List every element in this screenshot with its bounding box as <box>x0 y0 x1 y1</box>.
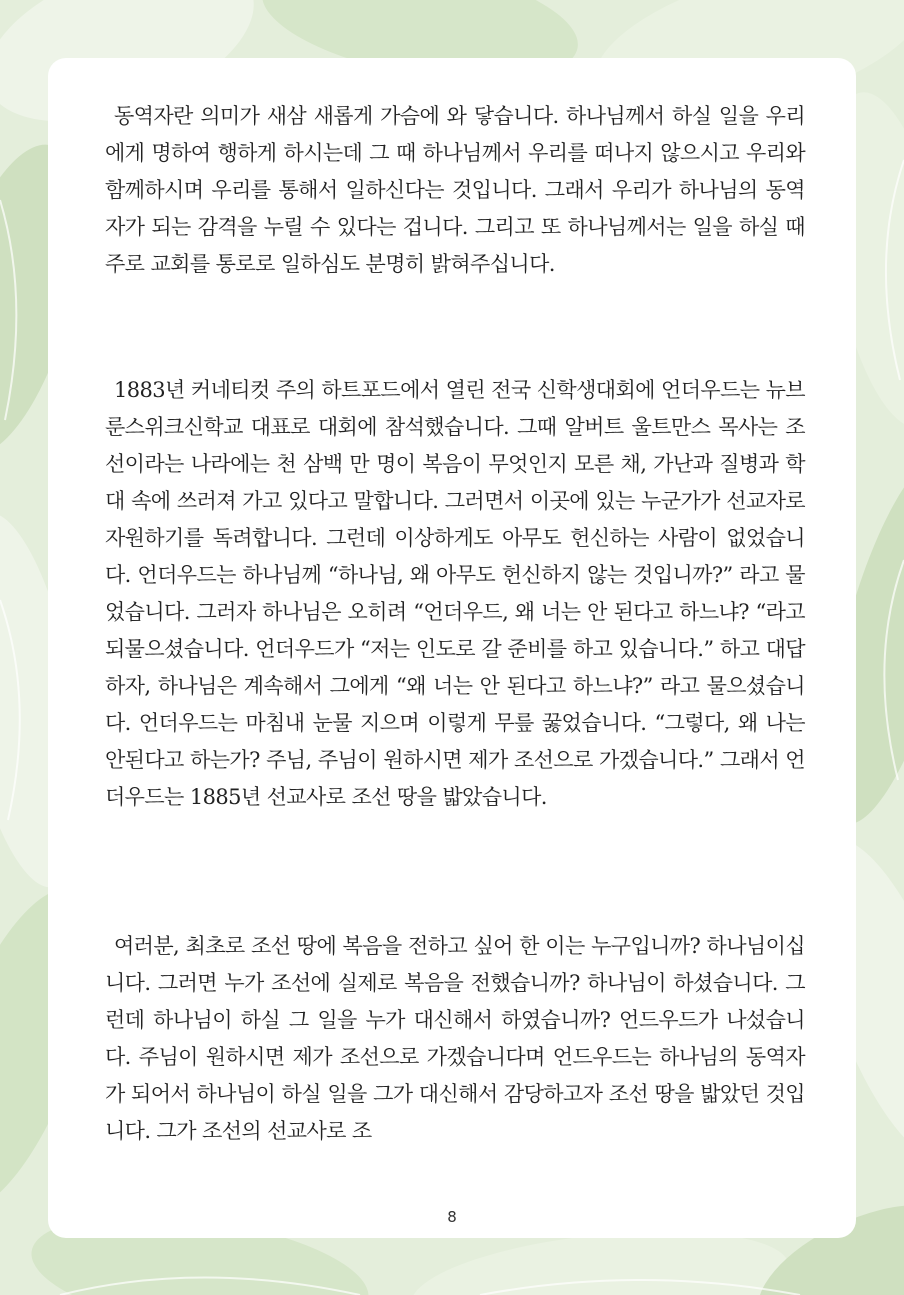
page-number: 8 <box>447 1208 457 1226</box>
paragraph-3: 여러분, 최초로 조선 땅에 복음을 전하고 싶어 한 이는 누구입니까? 하나님이십니다. 그러면 누가 조선에 실제로 복음을 전했습니까? 하나님이 하셨습니다. 그런데 하나님이 하실 그 일을 누가 대신해서 하였습니까? 언드우드가 나섰습니다. 주님이 원하시면 제가 조선으로 가겠습니다며 언드우드는 하나님의 동역자가 되어서 하나님이 하실 일을 그가 대신해서 감당하고자 조선 땅을 밟았던 것입니다. 그가 조선의 선교사로 조 <box>105 934 805 1143</box>
paragraph-2: 1883년 커네티컷 주의 하트포드에서 열린 전국 신학생대회에 언더우드는 뉴브룬스위크신학교 대표로 대회에 참석했습니다. 그때 알버트 울트만스 목사는 조선이라는 나라에는 천 삼백 만 명이 복음이 무엇인지 모른 채, 가난과 질병과 학대 속에 쓰러져 가고 있다고 말합니다. 그러면서 이곳에 있는 누군가가 선교자로 자원하기를 독려합니다. 그런데 이상하게도 아무도 헌신하는 사람이 없었습니다. 언더우드는 하나님께 “하나님, 왜 아무도 헌신하지 않는 것입니까?” 라고 물었습니다. 그러자 하나님은 오히려 “언더우드, 왜 너는 안 된다고 하느냐? “라고 되물으셨습니다. 언더우드가 “저는 인도로 갈 준비를 하고 있습니다.” 하고 대답하자, 하나님은 계속해서 그에게 “왜 너는 안 된다고 하느냐?” 라고 물으셨습니다. 언더우드는 마침내 눈물 지으며 이렇게 무릎 꿇었습니다. “그렇다, 왜 나는 안된다고 하는가? 주님, 주님이 원하시면 제가 조선으로 가겠습니다.” 그래서 언더우드는 1885년 선교사로 조선 땅을 밟았습니다. <box>105 378 805 809</box>
paragraph-1: 동역자란 의미가 새삼 새롭게 가슴에 와 닿습니다. 하나님께서 하실 일을 우리에게 명하여 행하게 하시는데 그 때 하나님께서 우리를 떠나지 않으시고 우리와 함께하시며 우리를 통해서 일하신다는 것입니다. 그래서 우리가 하나님의 동역자가 되는 감격을 누릴 수 있다는 겁니다. 그리고 또 하나님께서는 일을 하실 때 주로 교회를 통로로 일하심도 분명히 밝혀주십니다. <box>105 104 805 276</box>
